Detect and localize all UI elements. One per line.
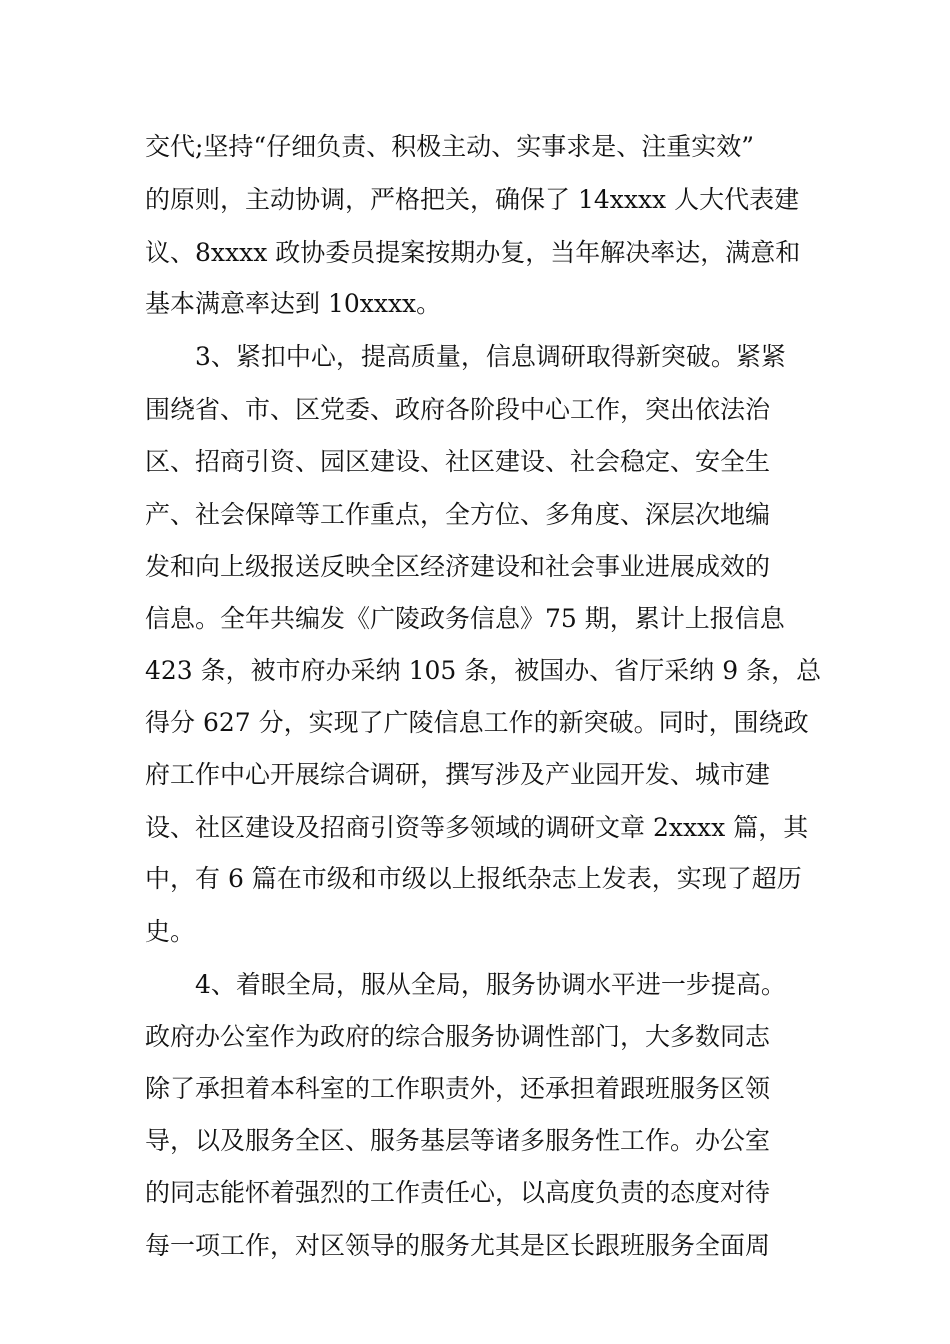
text-line: 的原则，主动协调，严格把关，确保了 14xxxx 人大代表建 (145, 185, 800, 214)
text-line: 基本满意率达到 10xxxx。 (145, 289, 442, 318)
text-line: 议、8xxxx 政协委员提案按期办复，当年解决率达，满意和 (145, 238, 801, 267)
text-line: 中，有 6 篇在市级和市级以上报纸杂志上发表，实现了超历 (145, 864, 802, 893)
text-line: 产、社会保障等工作重点，全方位、多角度、深层次地编 (145, 500, 771, 529)
text-line: 政府办公室作为政府的综合服务协调性部门，大多数同志 (145, 1022, 771, 1051)
text-line: 区、招商引资、园区建设、社区建设、社会稳定、安全生 (145, 447, 771, 476)
text-line: 每一项工作，对区领导的服务尤其是区长跟班服务全面周 (145, 1231, 771, 1260)
paragraph-heading-3: 3、紧扣中心，提高质量，信息调研取得新突破。紧紧 (195, 342, 786, 371)
text-line: 的同志能怀着强烈的工作责任心，以高度负责的态度对待 (145, 1178, 771, 1207)
text-line: 交代;坚持“仔细负责、积极主动、实事求是、注重实效” (145, 132, 754, 161)
text-line: 导，以及服务全区、服务基层等诸多服务性工作。办公室 (145, 1126, 771, 1155)
text-line: 发和向上级报送反映全区经济建设和社会事业进展成效的 (145, 552, 771, 581)
text-line: 围绕省、市、区党委、政府各阶段中心工作，突出依法治 (145, 395, 771, 424)
text-line: 除了承担着本科室的工作职责外，还承担着跟班服务区领 (145, 1074, 771, 1103)
text-line: 得分 627 分，实现了广陵信息工作的新突破。同时，围绕政 (145, 708, 809, 737)
paragraph-heading-4: 4、着眼全局，服从全局，服务协调水平进一步提高。 (195, 970, 786, 999)
text-line: 信息。全年共编发《广陵政务信息》75 期，累计上报信息 (145, 604, 785, 633)
text-line: 423 条，被市府办采纳 105 条，被国办、省厅采纳 9 条，总 (145, 656, 822, 685)
text-line: 府工作中心开展综合调研，撰写涉及产业园开发、城市建 (145, 760, 771, 789)
text-line: 史。 (145, 917, 196, 946)
text-line: 设、社区建设及招商引资等多领域的调研文章 2xxxx 篇，其 (145, 813, 809, 842)
